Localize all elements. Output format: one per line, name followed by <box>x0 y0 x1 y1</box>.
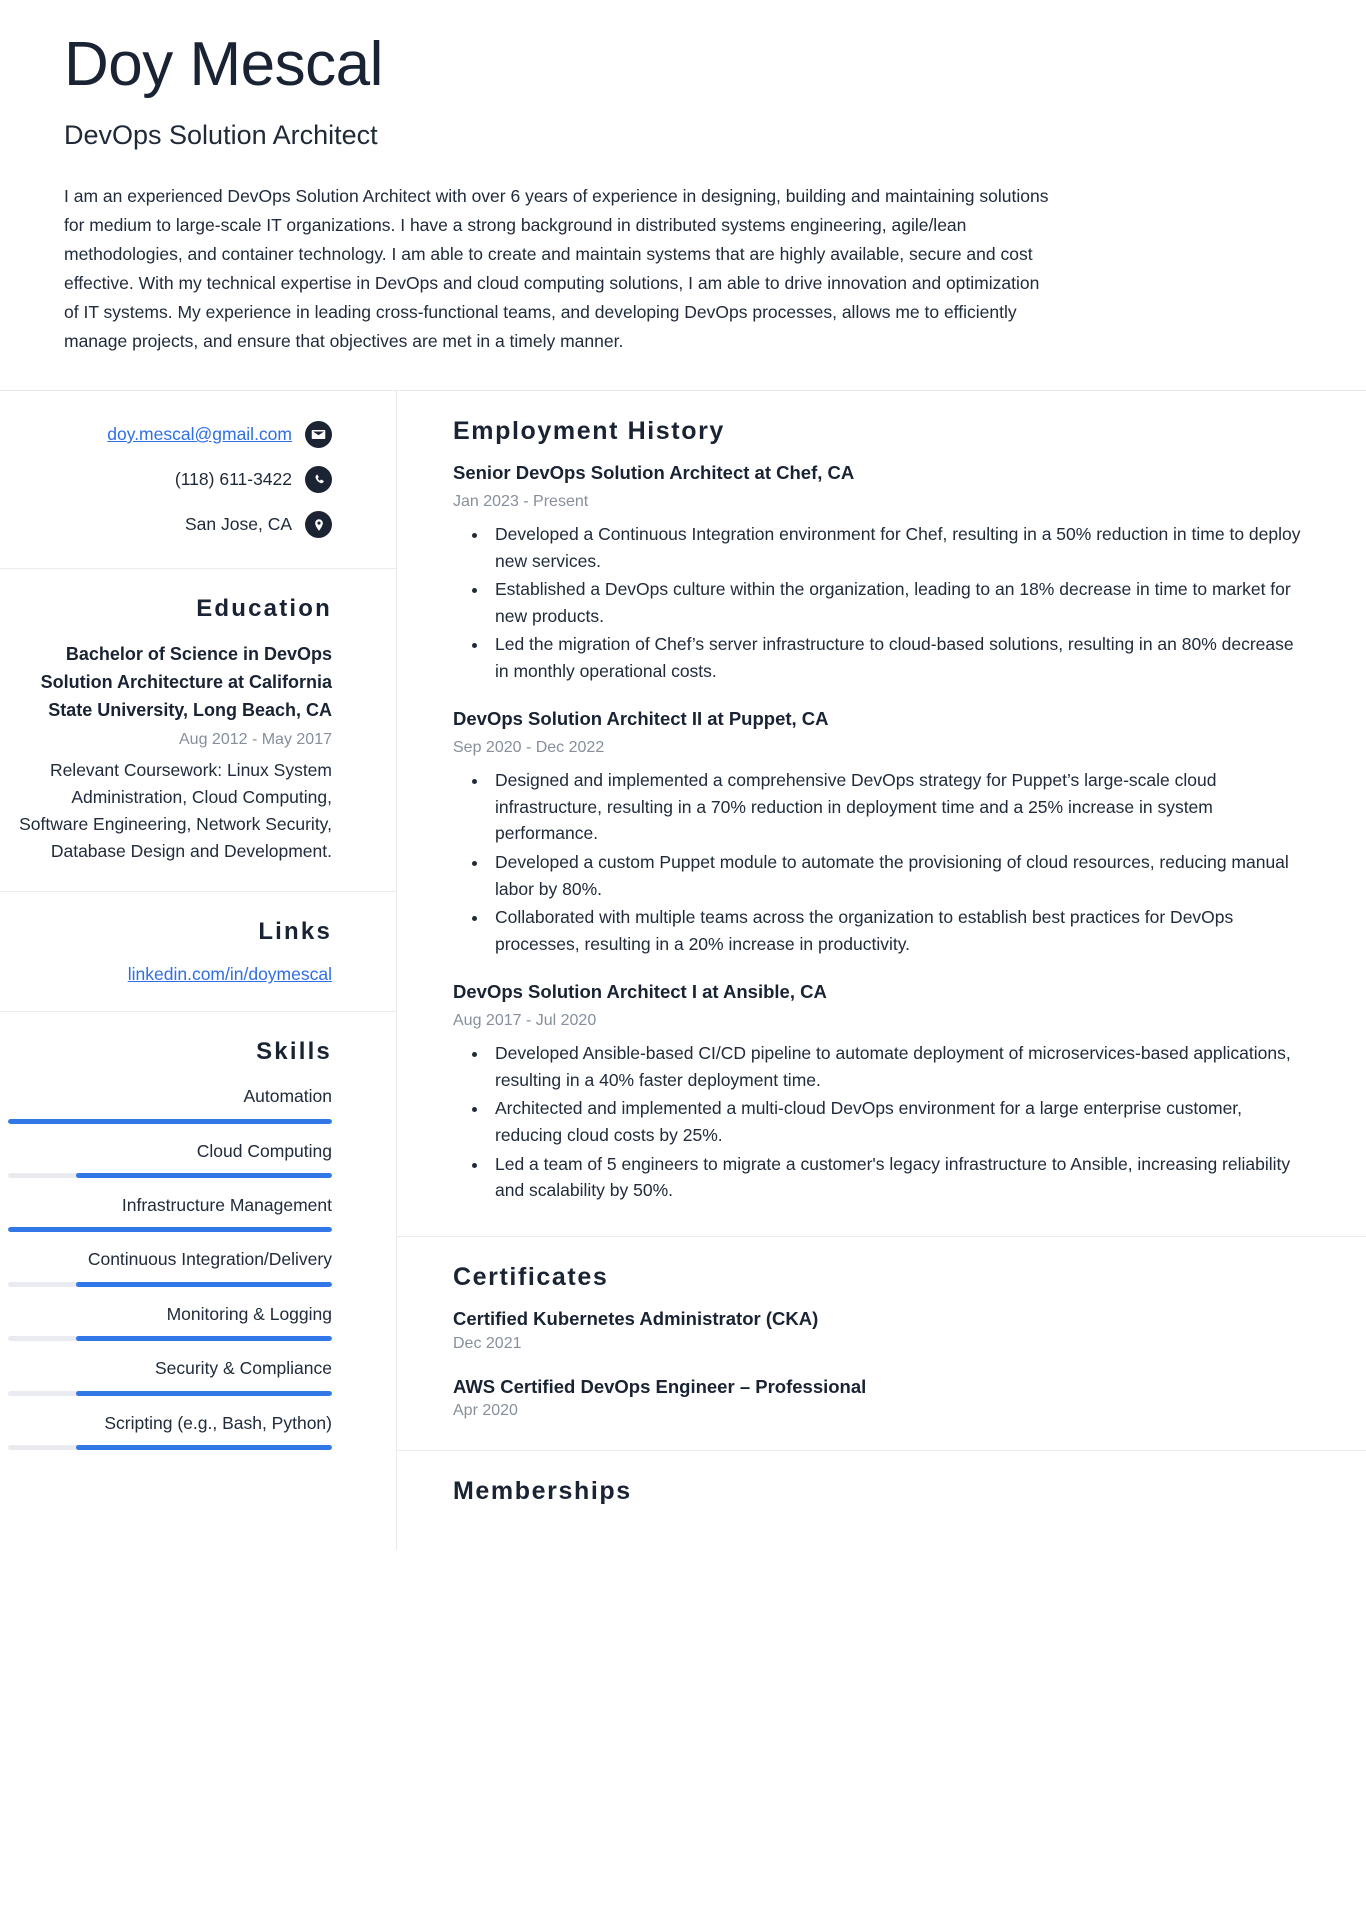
skill-label: Continuous Integration/Delivery <box>87 1249 332 1270</box>
certificate-date: Apr 2020 <box>453 1402 518 1420</box>
skills-title: Skills <box>256 1038 332 1066</box>
skill-progress-track <box>8 1445 332 1450</box>
email-value[interactable]: doy.mescal@gmail.com <box>107 424 292 445</box>
profile-summary: I am an experienced DevOps Solution Architect with over 6 years of experience in designing, building and maintaining solutions for medium to large-scale IT organizations. I have a strong background in distributed systems engineering, agile/lean methodologies, and container technology. I am able to create and maintain systems that are highly available, secure and cost effective. With my technical expertise in DevOps and cloud computing solutions, I am able to drive innovation and optimization of IT systems. My experience in leading cross-functional teams, and developing DevOps processes, allows me to efficiently manage projects, and ensure that objectives are met in a timely manner. <box>64 185 1049 352</box>
skill-item <box>8 1193 332 1232</box>
memberships-title: Memberships <box>453 1477 632 1506</box>
education-entry <box>8 641 332 865</box>
skills-block <box>0 1012 396 1478</box>
education-date: Aug 2012 - May 2017 <box>179 730 332 748</box>
certificates-title: Certificates <box>453 1262 609 1291</box>
education-degree: Bachelor of Science in DevOps Solution Architecture at California State University, Long Beach, CA <box>40 644 332 720</box>
employment-heading: DevOps Solution Architect II at Puppet, CA <box>453 708 829 730</box>
skill-label: Infrastructure Management <box>121 1195 332 1216</box>
job-title: DevOps Solution Architect <box>64 120 378 151</box>
employment-block <box>397 391 1366 1237</box>
education-title: Education <box>196 595 332 623</box>
skill-progress-fill <box>76 1391 332 1396</box>
contact-block <box>0 391 396 569</box>
map-pin-icon <box>305 511 332 538</box>
skill-progress-track <box>8 1119 332 1124</box>
bullet-item: • Established a DevOps culture within the organization, leading to an 18% decrease in time to market for new products. <box>489 576 1302 629</box>
employment-heading: DevOps Solution Architect I at Ansible, CA <box>453 981 827 1003</box>
bullet-item: • Led a team of 5 engineers to migrate a customer's legacy infrastructure to Ansible, increasing reliability and scalability by 50%. <box>489 1151 1302 1204</box>
employment-date: Aug 2017 - Jul 2020 <box>453 1012 597 1030</box>
skill-progress-fill <box>8 1119 332 1124</box>
skill-item <box>8 1139 332 1178</box>
links-title: Links <box>258 918 332 946</box>
skill-progress-fill <box>8 1227 332 1232</box>
education-description: Relevant Coursework: Linux System Administration, Cloud Computing, Software Engineering, Network Security, Database Design and Development. <box>19 759 332 862</box>
link-item-linkedin[interactable]: linkedin.com/in/doymescal <box>127 964 332 985</box>
sidebar <box>0 391 397 1550</box>
contact-row-email[interactable] <box>8 421 332 448</box>
employment-date: Sep 2020 - Dec 2022 <box>453 739 605 757</box>
skill-progress-fill <box>76 1445 332 1450</box>
certificates-block <box>397 1237 1366 1452</box>
certificate-date: Dec 2021 <box>453 1334 522 1352</box>
skill-item <box>8 1411 332 1450</box>
skill-label: Automation <box>243 1086 332 1107</box>
employment-bullets <box>453 767 1302 957</box>
employment-entry <box>453 979 1302 1203</box>
skill-item <box>8 1302 332 1341</box>
page-title: Doy Mescal <box>64 30 383 99</box>
contact-row-location <box>8 511 332 538</box>
bullet-item: • Architected and implemented a multi-cloud DevOps environment for a large enterprise customer, reducing cloud costs by 25%. <box>489 1095 1302 1148</box>
skill-label: Security & Compliance <box>154 1358 332 1379</box>
location-value: San Jose, CA <box>185 514 292 535</box>
bullet-item: • Developed a Continuous Integration environment for Chef, resulting in a 50% reduction in time to deploy new services. <box>489 521 1302 574</box>
certificate-name: AWS Certified DevOps Engineer – Professional <box>453 1375 867 1397</box>
phone-value: (118) 611-3422 <box>174 469 292 490</box>
skill-item <box>8 1084 332 1123</box>
employment-bullets <box>453 521 1302 685</box>
employment-title: Employment History <box>453 417 725 446</box>
certificate-name: Certified Kubernetes Administrator (CKA) <box>453 1307 819 1329</box>
main-content <box>397 391 1366 1550</box>
skill-label: Monitoring & Logging <box>166 1303 332 1324</box>
resume-body <box>0 391 1366 1550</box>
skill-progress-track <box>8 1336 332 1341</box>
certificate-entry <box>453 1306 1302 1353</box>
envelope-icon <box>305 421 332 448</box>
skill-item <box>8 1356 332 1395</box>
certificate-entry <box>453 1374 1302 1421</box>
links-block <box>0 892 396 1012</box>
skill-progress-track <box>8 1282 332 1287</box>
skill-progress-track <box>8 1227 332 1232</box>
bullet-item: • Developed a custom Puppet module to automate the provisioning of cloud resources, reducing manual labor by 80%. <box>489 849 1302 902</box>
phone-icon <box>305 466 332 493</box>
skill-item <box>8 1247 332 1286</box>
employment-bullets <box>453 1040 1302 1204</box>
memberships-block <box>397 1451 1366 1550</box>
skill-label: Cloud Computing <box>196 1140 332 1161</box>
skill-progress-fill <box>76 1173 332 1178</box>
employment-date: Jan 2023 - Present <box>453 492 589 510</box>
bullet-item: • Developed Ansible-based CI/CD pipeline to automate deployment of microservices-based applications, resulting in a 40% faster deployment time. <box>489 1040 1302 1093</box>
employment-entry <box>453 460 1302 684</box>
skill-progress-track <box>8 1173 332 1178</box>
education-block <box>0 569 396 892</box>
bullet-item: • Led the migration of Chef’s server infrastructure to cloud-based solutions, resulting in an 80% decrease in monthly operational costs. <box>489 631 1302 684</box>
bullet-item: • Designed and implemented a comprehensive DevOps strategy for Puppet’s large-scale cloud infrastructure, resulting in a 70% reduction in deployment time and a 25% increase in system performance. <box>489 767 1302 847</box>
employment-heading: Senior DevOps Solution Architect at Chef, CA <box>453 462 855 484</box>
employment-entry <box>453 706 1302 957</box>
contact-row-phone[interactable] <box>8 466 332 493</box>
skill-progress-track <box>8 1391 332 1396</box>
skill-progress-fill <box>76 1282 332 1287</box>
skill-progress-fill <box>76 1336 332 1341</box>
resume-header <box>0 0 1366 356</box>
bullet-item: • Collaborated with multiple teams across the organization to establish best practices for DevOps processes, resulting in a 20% increase in productivity. <box>489 904 1302 957</box>
skill-label: Scripting (e.g., Bash, Python) <box>104 1412 332 1433</box>
